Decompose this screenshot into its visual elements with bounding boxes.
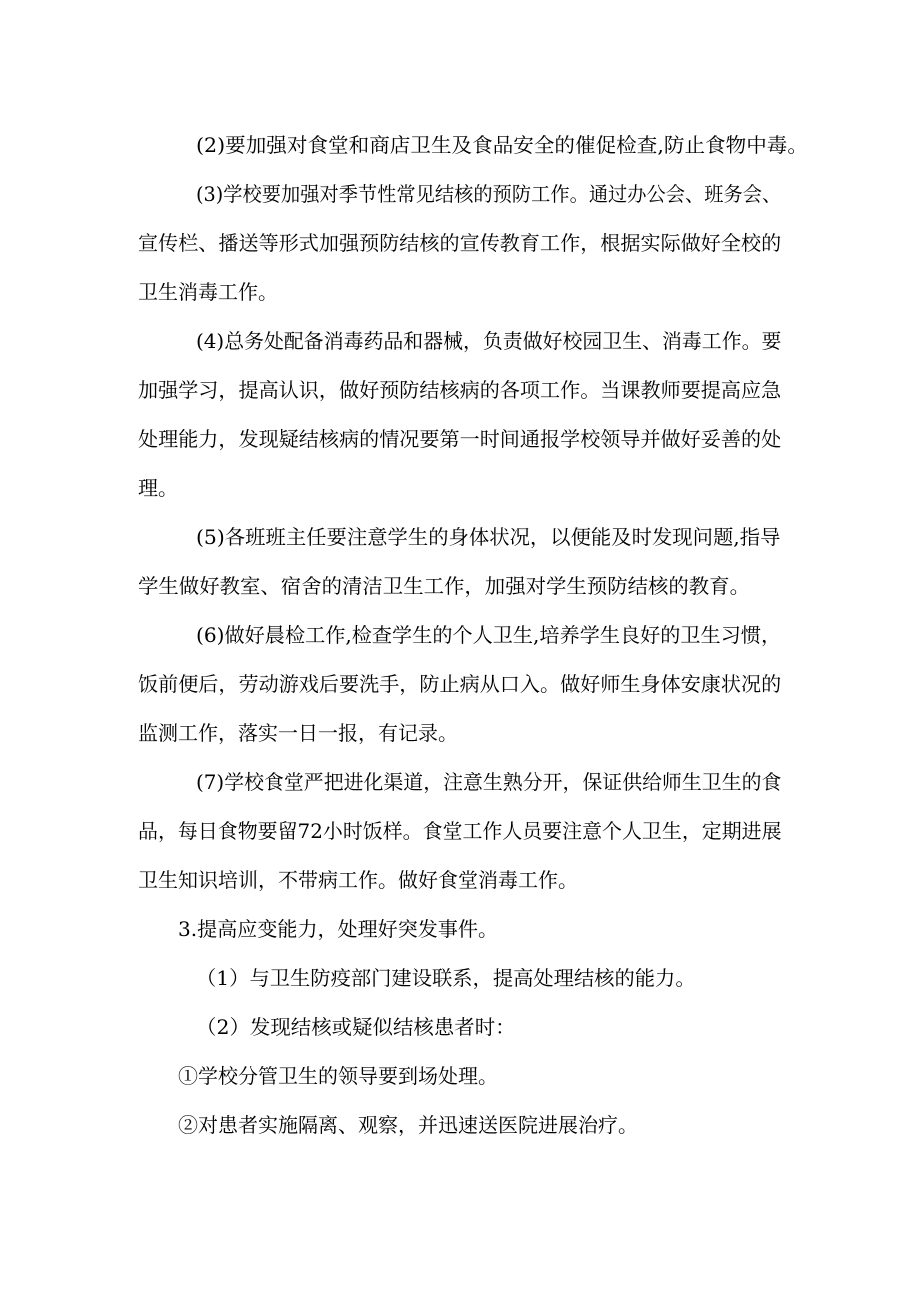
text-line-4: 卫生消毒工作。 (138, 280, 278, 304)
text-line-16: 卫生知识培训，不带病工作。做好食堂消毒工作。 (138, 868, 578, 892)
text-line-8: 理。 (138, 476, 178, 500)
text-line-20: ①学校分管卫生的领导要到场处理。 (178, 1064, 498, 1088)
text-line-18: （1）与卫生防疫部门建设联系，提高处理结核的能力。 (196, 966, 696, 990)
text-line-13: 监测工作，落实一日一报，有记录。 (138, 721, 458, 745)
text-line-14: (7)学校食堂严把进化渠道，注意生熟分开，保证供给师生卫生的食 (196, 770, 782, 794)
text-line-15: 品，每日食物要留72小时饭样。食堂工作人员要注意个人卫生，定期进展 (138, 819, 782, 843)
text-line-3: 宣传栏、播送等形式加强预防结核的宣传教育工作，根据实际做好全校的 (138, 231, 782, 255)
text-line-5: (4)总务处配备消毒药品和器械，负责做好校园卫生、消毒工作。要 (196, 329, 782, 353)
text-line-1: (2)要加强对食堂和商店卫生及食品安全的催促检查,防止食物中毒。 (196, 133, 808, 157)
text-line-21: ②对患者实施隔离、观察，并迅速送医院进展治疗。 (178, 1113, 638, 1137)
text-line-17: 3.提高应变能力，处理好突发事件。 (178, 917, 499, 941)
text-line-12: 饭前便后，劳动游戏后要洗手，防止病从口入。做好师生身体安康状况的 (138, 672, 782, 696)
text-line-2: (3)学校要加强对季节性常见结核的预防工作。通过办公会、班务会、 (196, 182, 782, 206)
text-line-9: (5)各班班主任要注意学生的身体状况，以便能及时发现问题,指导 (196, 525, 781, 549)
text-line-6: 加强学习，提高认识，做好预防结核病的各项工作。当课教师要提高应急 (138, 378, 782, 402)
text-line-11: (6)做好晨检工作,检查学生的个人卫生,培养学生良好的卫生习惯， (196, 623, 782, 647)
text-line-19: （2）发现结核或疑似结核患者时： (196, 1015, 516, 1039)
text-line-7: 处理能力，发现疑结核病的情况要第一时间通报学校领导并做好妥善的处 (138, 427, 782, 451)
text-line-10: 学生做好教室、宿舍的清洁卫生工作，加强对学生预防结核的教育。 (138, 574, 750, 598)
